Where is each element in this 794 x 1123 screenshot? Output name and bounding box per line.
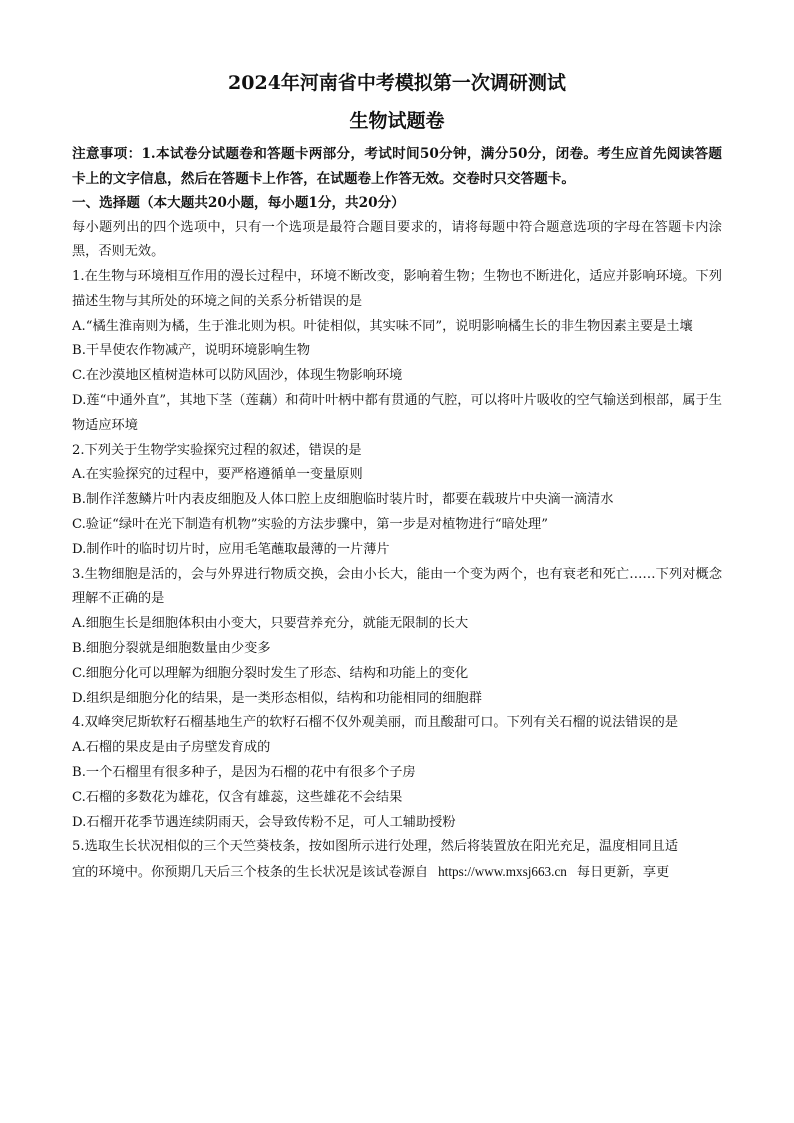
- option-a: A.细胞生长是细胞体积由小变大，只要营养充分，就能无限制的长大: [72, 616, 469, 632]
- option-b: B.制作洋葱鳞片叶内表皮细胞及人体口腔上皮细胞临时装片时，都要在载玻片中央滴一滴清水: [72, 492, 614, 508]
- question-stem: 4.双峰突尼斯软籽石榴基地生产的软籽石榴不仅外观美丽，而且酸甜可口。下列有关石榴的说法错误的是: [72, 715, 679, 731]
- option-b: B.细胞分裂就是细胞数量由少变多: [72, 641, 271, 657]
- option-d: D.石榴开花季节遇连续阴雨天，会导致传粉不足，可人工辅助授粉: [72, 814, 456, 830]
- option-c: C.验证“绿叶在光下制造有机物”实验的方法步骤中，第一步是对植物进行“暗处理”: [72, 517, 548, 533]
- question-stem: 5.选取生长状况相似的三个天竺葵枝条，按如图所示进行处理，然后将装置放在阳光充足，温度相同且适: [72, 839, 679, 855]
- option-d: D.莲“中通外直”，其地下茎（莲藕）和荷叶叶柄中都有贯通的气腔，可以将叶片吸收的空气输送到根部，属于生物适应环境: [72, 393, 722, 433]
- question-5: [72, 835, 722, 886]
- question-3: [72, 563, 722, 712]
- option-a: A.在实验探究的过程中，要严格遵循单一变量原则: [72, 467, 363, 483]
- section-heading-text: 一、选择题（本大题共20小题，每小题1分，共20分）: [72, 195, 405, 211]
- question-stem-continued: [72, 860, 722, 886]
- option-a: A.“橘生淮南则为橘，生于淮北则为枳。叶徒相似，其实味不同”，说明影响橘生长的非生物因素主要是土壤: [72, 318, 693, 334]
- option-d: D.组织是细胞分化的结果，是一类形态相似，结构和功能相同的细胞群: [72, 690, 482, 706]
- exam-title: 2024年河南省中考模拟第一次调研测试: [228, 72, 566, 94]
- question-text: 宜的环境中。你预期几天后三个枝条的生长状况是该试卷源自: [72, 865, 429, 881]
- question-stem: 1.在生物与环境相互作用的漫长过程中，环境不断改变，影响着生物；生物也不断进化，适应并影响环境。下列描述生物与其所处的环境之间的关系分析错误的是: [72, 269, 722, 309]
- option-c: C.石榴的多数花为雄花，仅含有雄蕊，这些雄花不会结果: [72, 789, 403, 805]
- question-4: [72, 711, 722, 835]
- exam-subtitle: 生物试题卷: [349, 110, 445, 132]
- source-tail: 每日更新，享更: [576, 865, 670, 881]
- section-heading: [72, 191, 722, 216]
- option-a: A.石榴的果皮是由子房壁发育成的: [72, 740, 271, 756]
- source-link[interactable]: https://www.mxsj663.cn: [438, 864, 567, 880]
- notice-text: 注意事项：1.本试卷分试题卷和答题卡两部分，考试时间50分钟，满分50分，闭卷。考生应首先阅读答题卡上的文字信息，然后在答题卡上作答，在试题卷上作答无效。交卷时只交答题卡。: [72, 146, 722, 187]
- option-b: B.干旱使农作物减产，说明环境影响生物: [72, 343, 311, 359]
- question-1: [72, 265, 722, 439]
- option-c: C.在沙漠地区植树造林可以防风固沙，体现生物影响环境: [72, 368, 403, 384]
- question-stem: 3.生物细胞是活的，会与外界进行物质交换，会由小长大，能由一个变为两个，也有衰老和死亡……下列对概念理解不正确的是: [72, 566, 722, 607]
- option-d: D.制作叶的临时切片时，应用毛笔蘸取最薄的一片薄片: [72, 541, 390, 557]
- option-b: B.一个石榴里有很多种子，是因为石榴的花中有很多个子房: [72, 765, 416, 781]
- section-instructions: 每小题列出的四个选项中，只有一个选项是最符合题目要求的，请将每题中符合题意选项的字母在答题卡内涂黑，否则无效。: [72, 219, 722, 260]
- option-c: C.细胞分化可以理解为细胞分裂时发生了形态、结构和功能上的变化: [72, 665, 469, 681]
- question-stem: 2.下列关于生物学实验探究过程的叙述，错误的是: [72, 442, 362, 458]
- exam-page: [72, 68, 722, 886]
- question-2: [72, 439, 722, 563]
